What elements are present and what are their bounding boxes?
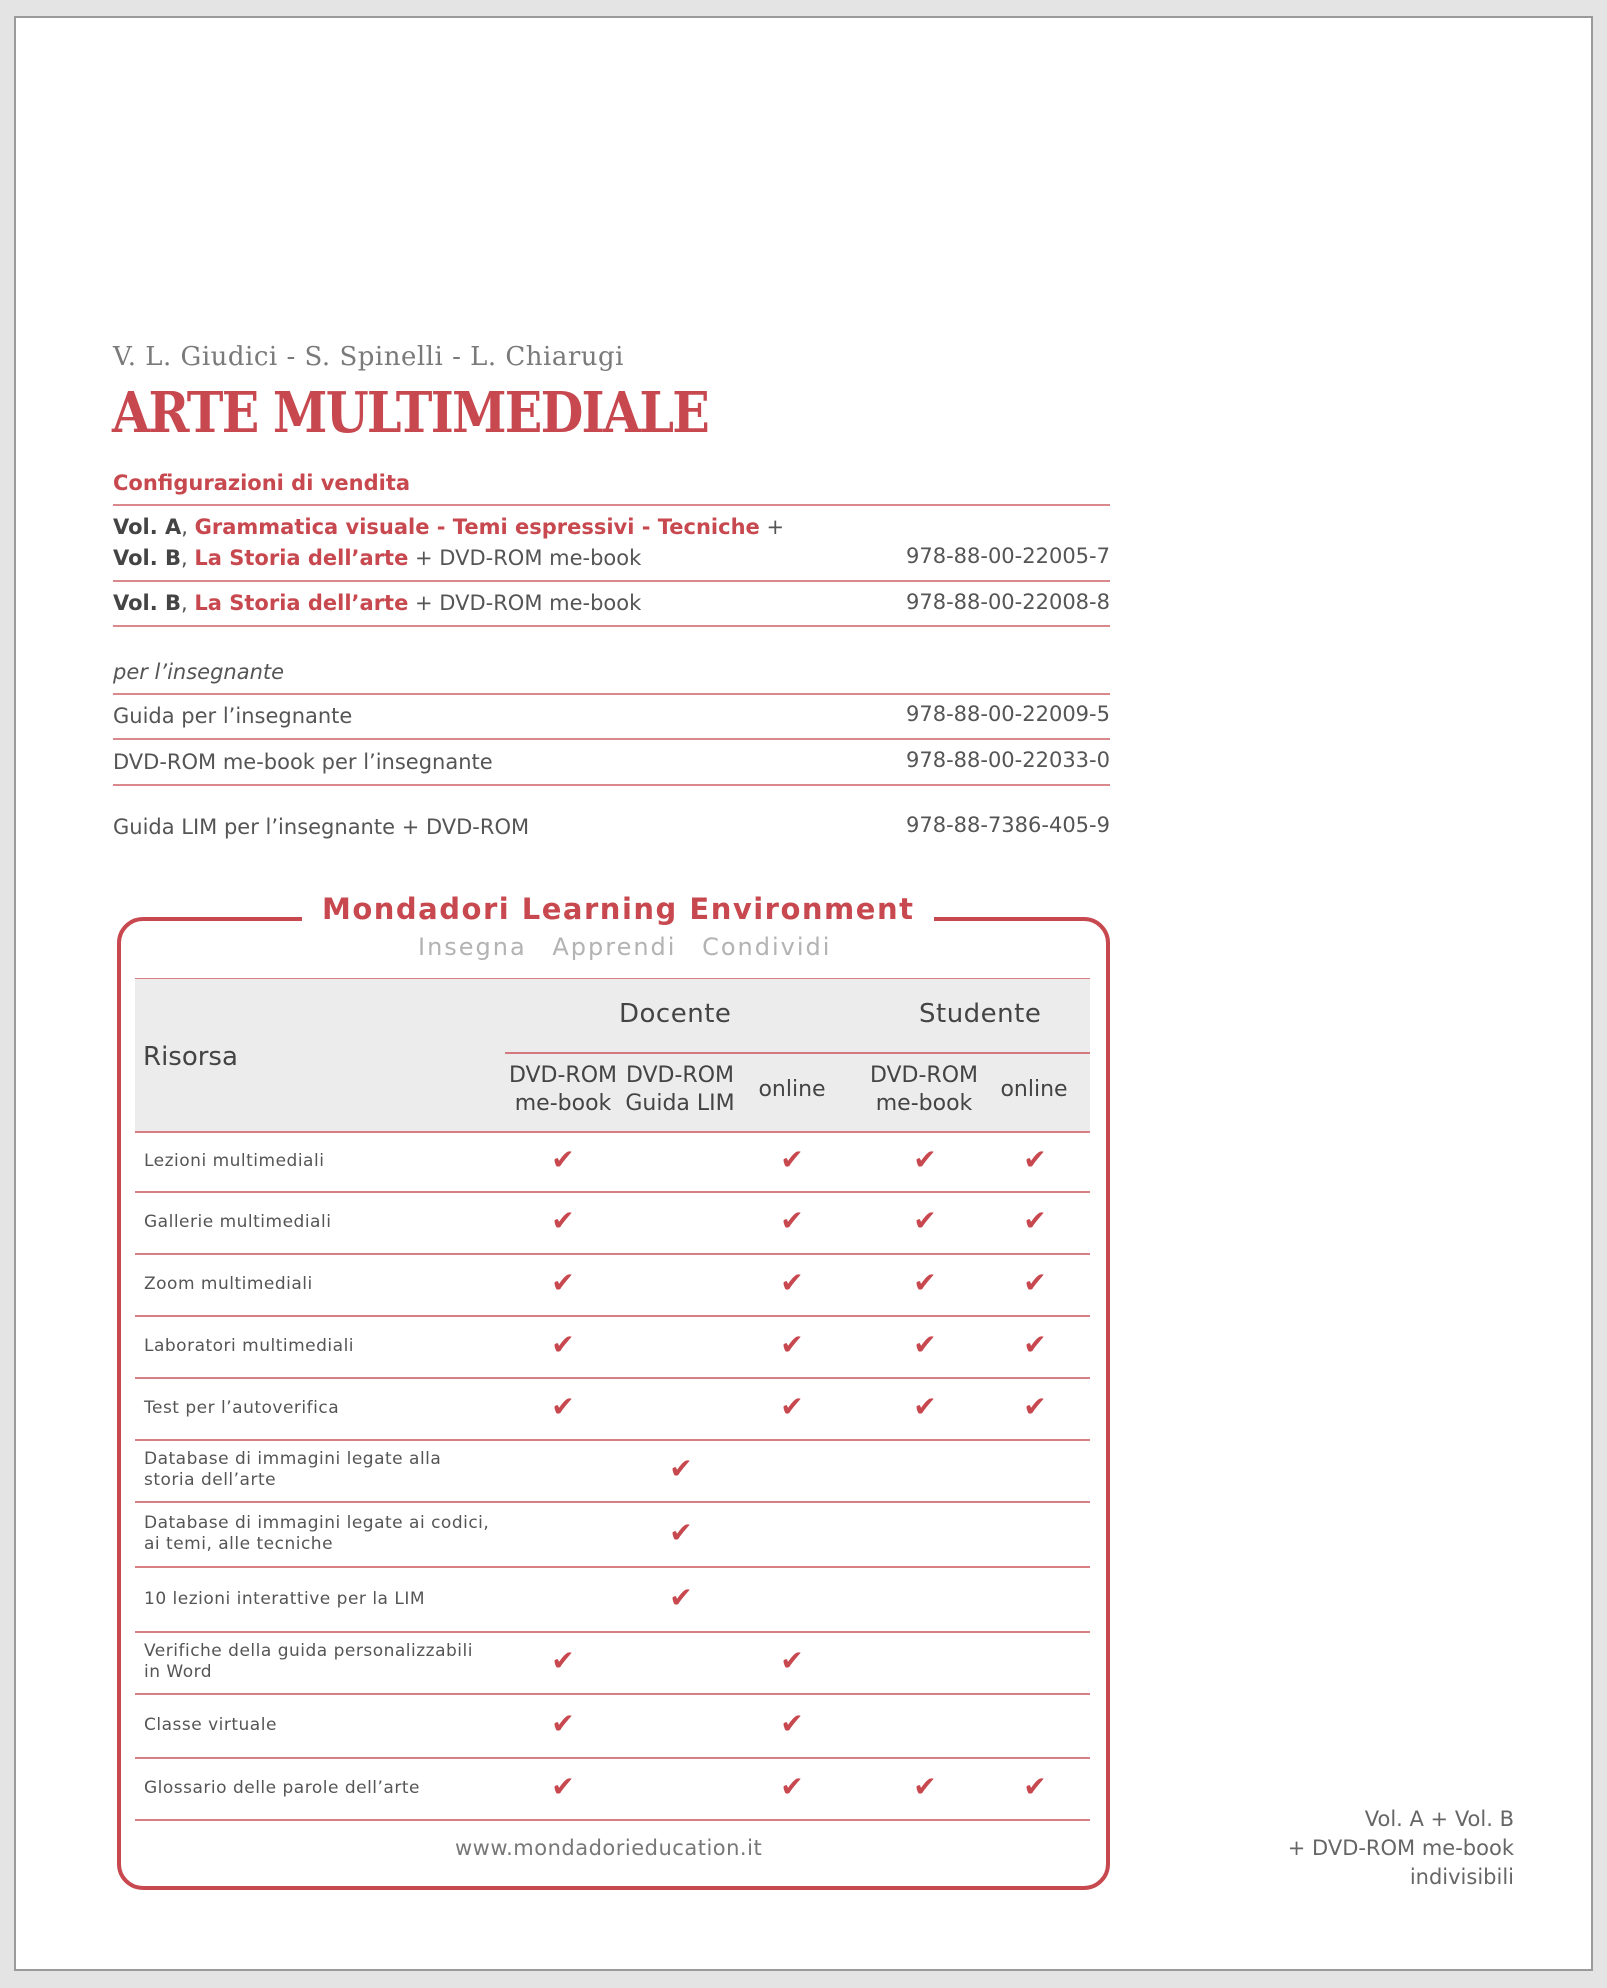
check-icon: ✔ <box>551 1707 575 1740</box>
vol-b: Vol. B <box>113 591 182 615</box>
check-icon: ✔ <box>551 1266 575 1299</box>
vol-b-subtitle: La Storia dell’arte <box>194 591 409 615</box>
isbn: 978-88-00-22033-0 <box>905 748 1110 772</box>
check-icon: ✔ <box>780 1390 804 1423</box>
divider <box>113 784 1110 786</box>
config-item2: Vol. B, La Storia dell’arte + DVD-ROM me-book <box>113 591 642 615</box>
teacher-item: DVD-ROM me-book per l’insegnante <box>113 750 493 774</box>
divider <box>113 738 1110 740</box>
check-icon: ✔ <box>669 1580 693 1614</box>
isbn: 978-88-00-22008-8 <box>905 590 1110 614</box>
check-icon: ✔ <box>1023 1328 1047 1361</box>
authors: V. L. Giudici - S. Spinelli - L. Chiarugi <box>113 342 624 372</box>
row-label: Laboratori multimediali <box>144 1336 355 1356</box>
config-item1-line1: Vol. A, Grammatica visuale - Temi espressivi - Tecniche + <box>113 515 785 539</box>
row-rule <box>135 1131 1090 1133</box>
row-label: Glossario delle parole dell’arte <box>144 1778 420 1798</box>
check-icon: ✔ <box>669 1452 693 1485</box>
check-icon: ✔ <box>669 1515 693 1549</box>
teacher-heading: per l’insegnante <box>113 660 285 684</box>
row-label: Database di immagini legate ai codici, ai temi, alle tecniche <box>144 1512 490 1554</box>
teacher-item: Guida LIM per l’insegnante + DVD-ROM <box>113 815 530 839</box>
row-rule <box>135 1439 1090 1441</box>
isbn: 978-88-7386-405-9 <box>905 813 1110 837</box>
check-icon: ✔ <box>780 1707 804 1740</box>
mle-subtitle: Insegna Apprendi Condividi <box>418 933 832 961</box>
config-item1-tail: + DVD-ROM me-book <box>415 546 642 570</box>
vol-a-subtitle: Grammatica visuale - Temi espressivi - Tecniche <box>194 515 760 539</box>
row-label: Gallerie multimediali <box>144 1212 332 1232</box>
header-subrule <box>505 1052 1090 1054</box>
row-label: Test per l’autoverifica <box>144 1398 340 1418</box>
teacher-item: Guida per l’insegnante <box>113 704 353 728</box>
col-header: DVD-ROM me-book <box>869 1063 979 1116</box>
check-icon: ✔ <box>913 1204 937 1237</box>
divider <box>113 504 1110 506</box>
check-icon: ✔ <box>551 1328 575 1361</box>
row-label: Classe virtuale <box>144 1715 277 1735</box>
check-icon: ✔ <box>551 1644 575 1677</box>
mle-title: Mondadori Learning Environment <box>302 892 934 926</box>
check-icon: ✔ <box>780 1328 804 1361</box>
check-icon: ✔ <box>913 1390 937 1423</box>
row-rule <box>135 1377 1090 1379</box>
row-rule <box>135 1566 1090 1568</box>
check-icon: ✔ <box>1023 1390 1047 1423</box>
check-icon: ✔ <box>1023 1266 1047 1299</box>
vol-b-subtitle: La Storia dell’arte <box>194 546 409 570</box>
header-risorsa: Risorsa <box>143 1042 238 1072</box>
vol-b: Vol. B <box>113 546 182 570</box>
vol-a: Vol. A <box>113 515 182 539</box>
header-docente: Docente <box>619 999 732 1029</box>
row-rule <box>135 1315 1090 1317</box>
check-icon: ✔ <box>780 1204 804 1237</box>
row-rule <box>135 1693 1090 1695</box>
check-icon: ✔ <box>1023 1770 1047 1803</box>
check-icon: ✔ <box>780 1644 804 1677</box>
website-url[interactable]: www.mondadorieducation.it <box>455 1836 763 1860</box>
divider <box>113 693 1110 695</box>
isbn: 978-88-00-22005-7 <box>905 544 1110 568</box>
isbn: 978-88-00-22009-5 <box>905 702 1110 726</box>
row-label: Zoom multimediali <box>144 1274 313 1294</box>
row-rule <box>135 1253 1090 1255</box>
row-rule <box>135 1191 1090 1193</box>
check-icon: ✔ <box>551 1204 575 1237</box>
check-icon: ✔ <box>780 1266 804 1299</box>
check-icon: ✔ <box>913 1328 937 1361</box>
check-icon: ✔ <box>780 1142 804 1176</box>
indivisible-note: Vol. A + Vol. B + DVD-ROM me-book indivisibili <box>1287 1807 1514 1889</box>
col-header: DVD-ROM Guida LIM <box>625 1063 735 1116</box>
config-heading: Configurazioni di vendita <box>113 471 411 495</box>
check-icon: ✔ <box>780 1770 804 1803</box>
plus-sign: + <box>766 515 785 539</box>
check-icon: ✔ <box>1023 1142 1047 1176</box>
check-icon: ✔ <box>551 1770 575 1803</box>
config-item2-tail: + DVD-ROM me-book <box>415 591 642 615</box>
divider <box>113 625 1110 627</box>
col-header: online <box>758 1077 826 1102</box>
check-icon: ✔ <box>1023 1204 1047 1237</box>
check-icon: ✔ <box>913 1142 937 1176</box>
divider <box>113 580 1110 582</box>
check-icon: ✔ <box>551 1390 575 1423</box>
row-rule <box>135 1501 1090 1503</box>
row-rule <box>135 1819 1090 1821</box>
row-rule <box>135 1757 1090 1759</box>
check-icon: ✔ <box>913 1266 937 1299</box>
col-header: online <box>1000 1077 1068 1102</box>
row-label: Verifiche della guida personalizzabili in Word <box>144 1641 473 1682</box>
check-icon: ✔ <box>913 1770 937 1803</box>
col-header: DVD-ROM me-book <box>508 1063 618 1116</box>
header-studente: Studente <box>919 999 1042 1029</box>
book-title: ARTE MULTIMEDIALE <box>112 380 709 446</box>
row-rule <box>135 1631 1090 1633</box>
check-icon: ✔ <box>551 1142 575 1176</box>
row-label: Lezioni multimediali <box>144 1150 325 1171</box>
config-item1-line2: Vol. B, La Storia dell’arte + DVD-ROM me-book <box>113 546 642 570</box>
row-label: Database di immagini legate alla storia dell’arte <box>144 1449 442 1490</box>
row-label: 10 lezioni interattive per la LIM <box>144 1588 426 1609</box>
